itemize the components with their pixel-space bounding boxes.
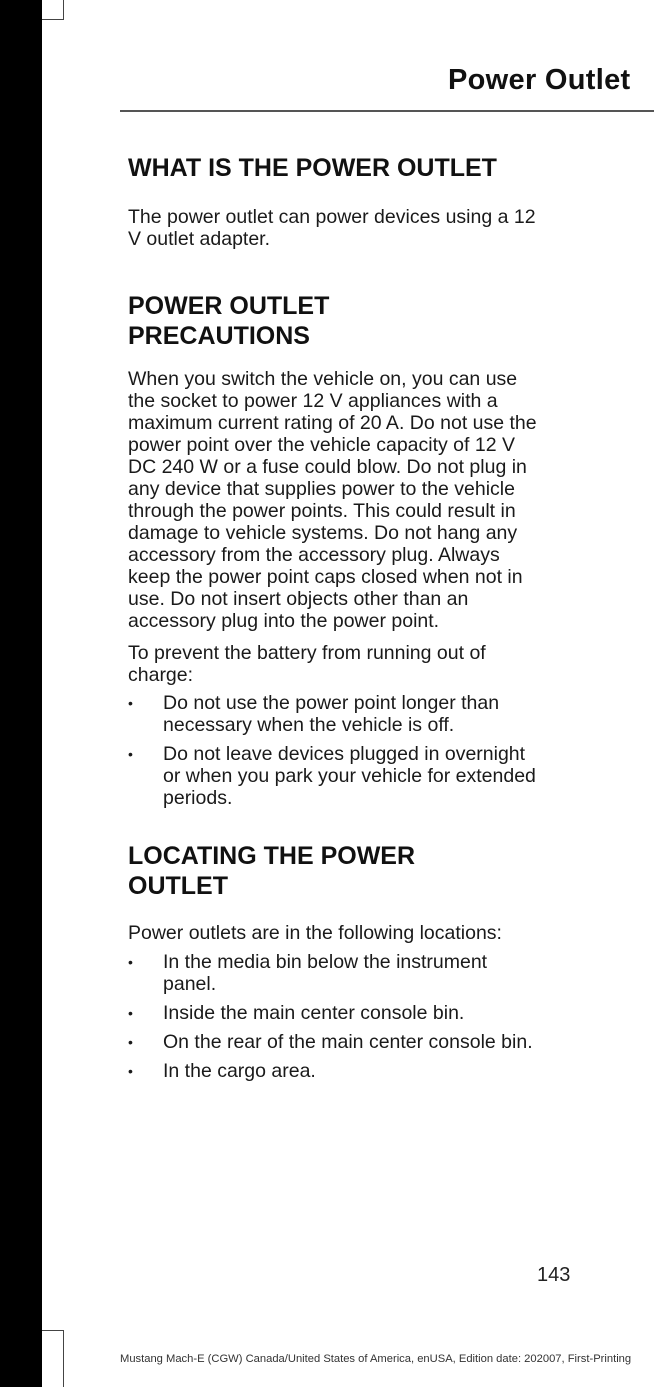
list-item-text: Do not use the power point longer than necessary when the vehicle is off. (163, 692, 500, 736)
document-footer: Mustang Mach-E (CGW) Canada/United States of America, enUSA, Edition date: 202007, First-Printing (120, 1353, 632, 1365)
title-line: LOCATING THE POWER (128, 842, 416, 870)
bullet-icon: • (128, 1063, 133, 1079)
bullet-list-battery-tips (128, 692, 538, 809)
title-line: PRECAUTIONS (128, 322, 310, 350)
header-divider (120, 110, 654, 112)
list-item (128, 1031, 538, 1053)
list-item (128, 1002, 538, 1024)
bullet-icon: • (128, 954, 133, 970)
left-black-margin (0, 0, 42, 1387)
bullet-icon: • (128, 695, 133, 711)
crop-mark-top (42, 0, 64, 20)
page-number: 143 (537, 1264, 571, 1286)
list-item (128, 951, 538, 995)
list-item-text: On the rear of the main center console bin. (163, 1031, 533, 1053)
list-item (128, 1060, 538, 1082)
section-paragraph: When you switch the vehicle on, you can use the socket to power 12 V appliances with a maximum current rating of 20 A. Do not use the power point over the vehicle capacity of 12 V DC 240 W or a fuse could blow. Do not plug in any device that supplies power to the vehicle through the power points. This could result in damage to vehicle systems. Do not hang any accessory from the accessory plug. Always keep the power point caps closed when not in use. Do not insert objects other than an accessory plug into the power point. (128, 368, 537, 632)
list-item-text: In the cargo area. (163, 1060, 316, 1082)
list-item-text: Inside the main center console bin. (163, 1002, 465, 1024)
page-content (128, 150, 538, 1082)
section-title-locating-power-outlet (128, 841, 538, 901)
list-item (128, 692, 538, 736)
list-item (128, 743, 538, 809)
bullet-icon: • (128, 1005, 133, 1021)
section-paragraph: Power outlets are in the following locations: (128, 922, 502, 944)
title-line: POWER OUTLET (128, 292, 330, 320)
section-title-what-is-power-outlet: WHAT IS THE POWER OUTLET (128, 154, 497, 182)
list-item-text: Do not leave devices plugged in overnight or when you park your vehicle for extended periods. (163, 743, 536, 809)
section-title-precautions (128, 291, 538, 351)
section-paragraph: The power outlet can power devices using a 12 V outlet adapter. (128, 206, 536, 250)
section-paragraph: To prevent the battery from running out of charge: (128, 642, 486, 686)
bullet-icon: • (128, 746, 133, 762)
title-line: OUTLET (128, 872, 228, 900)
chapter-header-title: Power Outlet (448, 64, 631, 96)
bullet-list-outlet-locations (128, 951, 538, 1082)
bullet-icon: • (128, 1034, 133, 1050)
crop-mark-bottom (42, 1330, 64, 1387)
list-item-text: In the media bin below the instrument panel. (163, 951, 488, 995)
